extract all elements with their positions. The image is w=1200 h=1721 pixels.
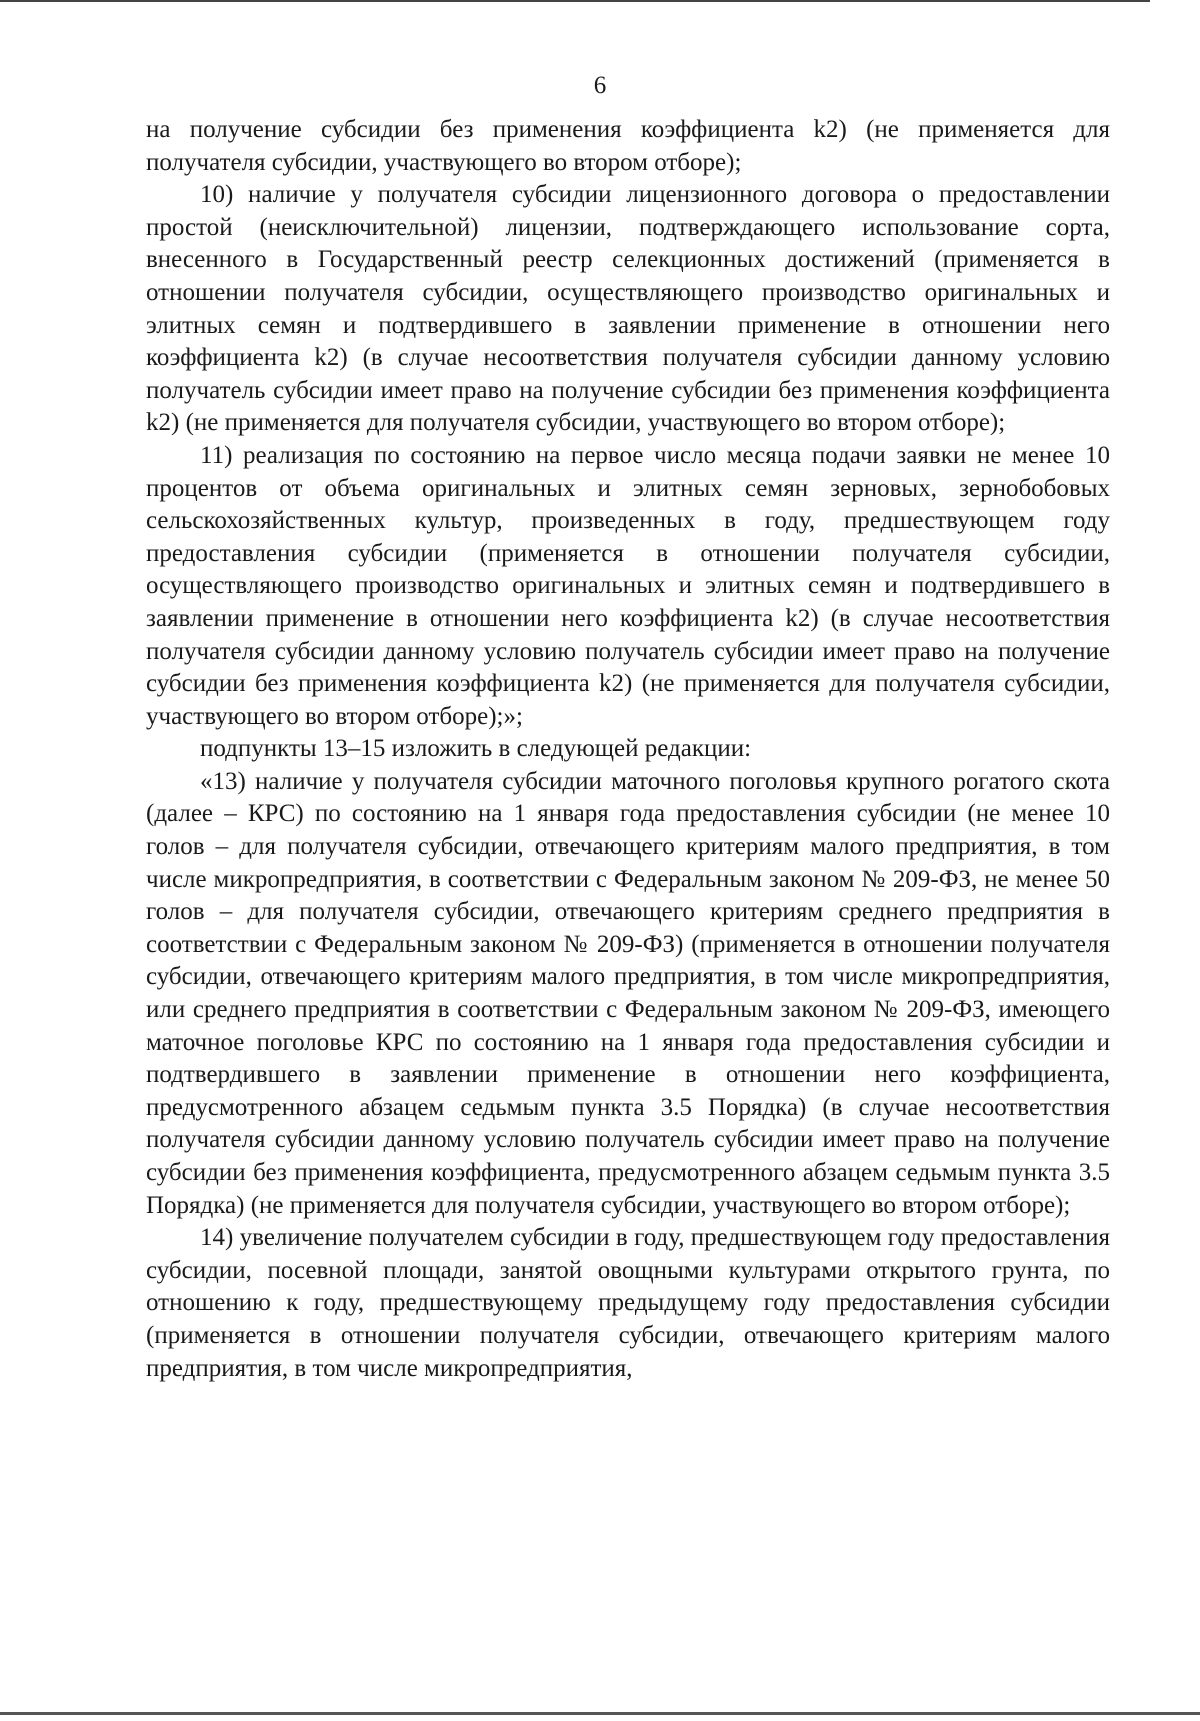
paragraph-item-13: «13) наличие у получателя субсидии маточного поголовья крупного рогатого скота (далее – КРС) по состоянию на 1 января года предоставления субсидии (не менее 10 голов – для получателя субсидии, отвечающего критериям малого предприятия, в том числе микропредприятия, в соответствии с Федеральным законом № 209-ФЗ, не менее 50 голов – для получателя субсидии, отвечающего критериям среднего предприятия в соответствии с Федеральным законом № 209-ФЗ) (применяется в отношении получателя субсидии, отвечающего критериям малого предприятия, в том числе микропредприятия, или среднего предприятия в соответствии с Федеральным законом № 209-ФЗ, имеющего маточное поголовье КРС по состоянию на 1 января года предоставления субсидии и подтвердившего в заявлении применение в отношении него коэффициента, предусмотренного абзацем седьмым пункта 3.5 Порядка) (в случае несоответствия получателя субсидии данному условию получатель субсидии имеет право на получение субсидии без применения коэффициента, предусмотренного абзацем седьмым пункта 3.5 Порядка) (не применяется для получателя субсидии, участвующего во втором отборе); [146, 767, 1110, 1219]
scan-edge-bottom [0, 1712, 1200, 1715]
document-body [146, 114, 1110, 1385]
scan-edge-top [0, 0, 1150, 2]
paragraph-item-11: 11) реализация по состоянию на первое число месяца подачи заявки не менее 10 процентов от объема оригинальных и элитных семян зерновых, зернобобовых сельскохозяйственных культур, произведенных в году, предшествующем году предоставления субсидии (применяется в отношении получателя субсидии, осуществляющего производство оригинальных и элитных семян и подтвердившего в заявлении применение в отношении него коэффициента k2) (в случае несоответствия получателя субсидии данному условию получатель субсидии имеет право на получение субсидии без применения коэффициента k2) (не применяется для получателя субсидии, участвующего во втором отборе);»; [146, 441, 1110, 730]
page-number: 6 [593, 72, 607, 99]
paragraph-amendment-intro: подпункты 13–15 изложить в следующей редакции: [200, 735, 752, 763]
paragraph-continuation: на получение субсидии без применения коэффициента k2) (не применяется для получателя субсидии, участвующего во втором отборе); [146, 116, 1110, 176]
paragraph-item-10: 10) наличие у получателя субсидии лицензионного договора о предоставлении простой (неисключительной) лицензии, подтверждающего использование сорта, внесенного в Государственный реестр селекционных достижений (применяется в отношении получателя субсидии, осуществляющего производство оригинальных и элитных семян и подтвердившего в заявлении применение в отношении него коэффициента k2) (в случае несоответствия получателя субсидии данному условию получатель субсидии имеет право на получение субсидии без применения коэффициента k2) (не применяется для получателя субсидии, участвующего во втором отборе); [146, 181, 1110, 437]
paragraph-item-14: 14) увеличение получателем субсидии в году, предшествующем году предоставления субсидии, посевной площади, занятой овощными культурами открытого грунта, по отношению к году, предшествующему предыдущему году предоставления субсидии (применяется в отношении получателя субсидии, отвечающего критериям малого предприятия, в том числе микропредприятия, [146, 1224, 1110, 1382]
